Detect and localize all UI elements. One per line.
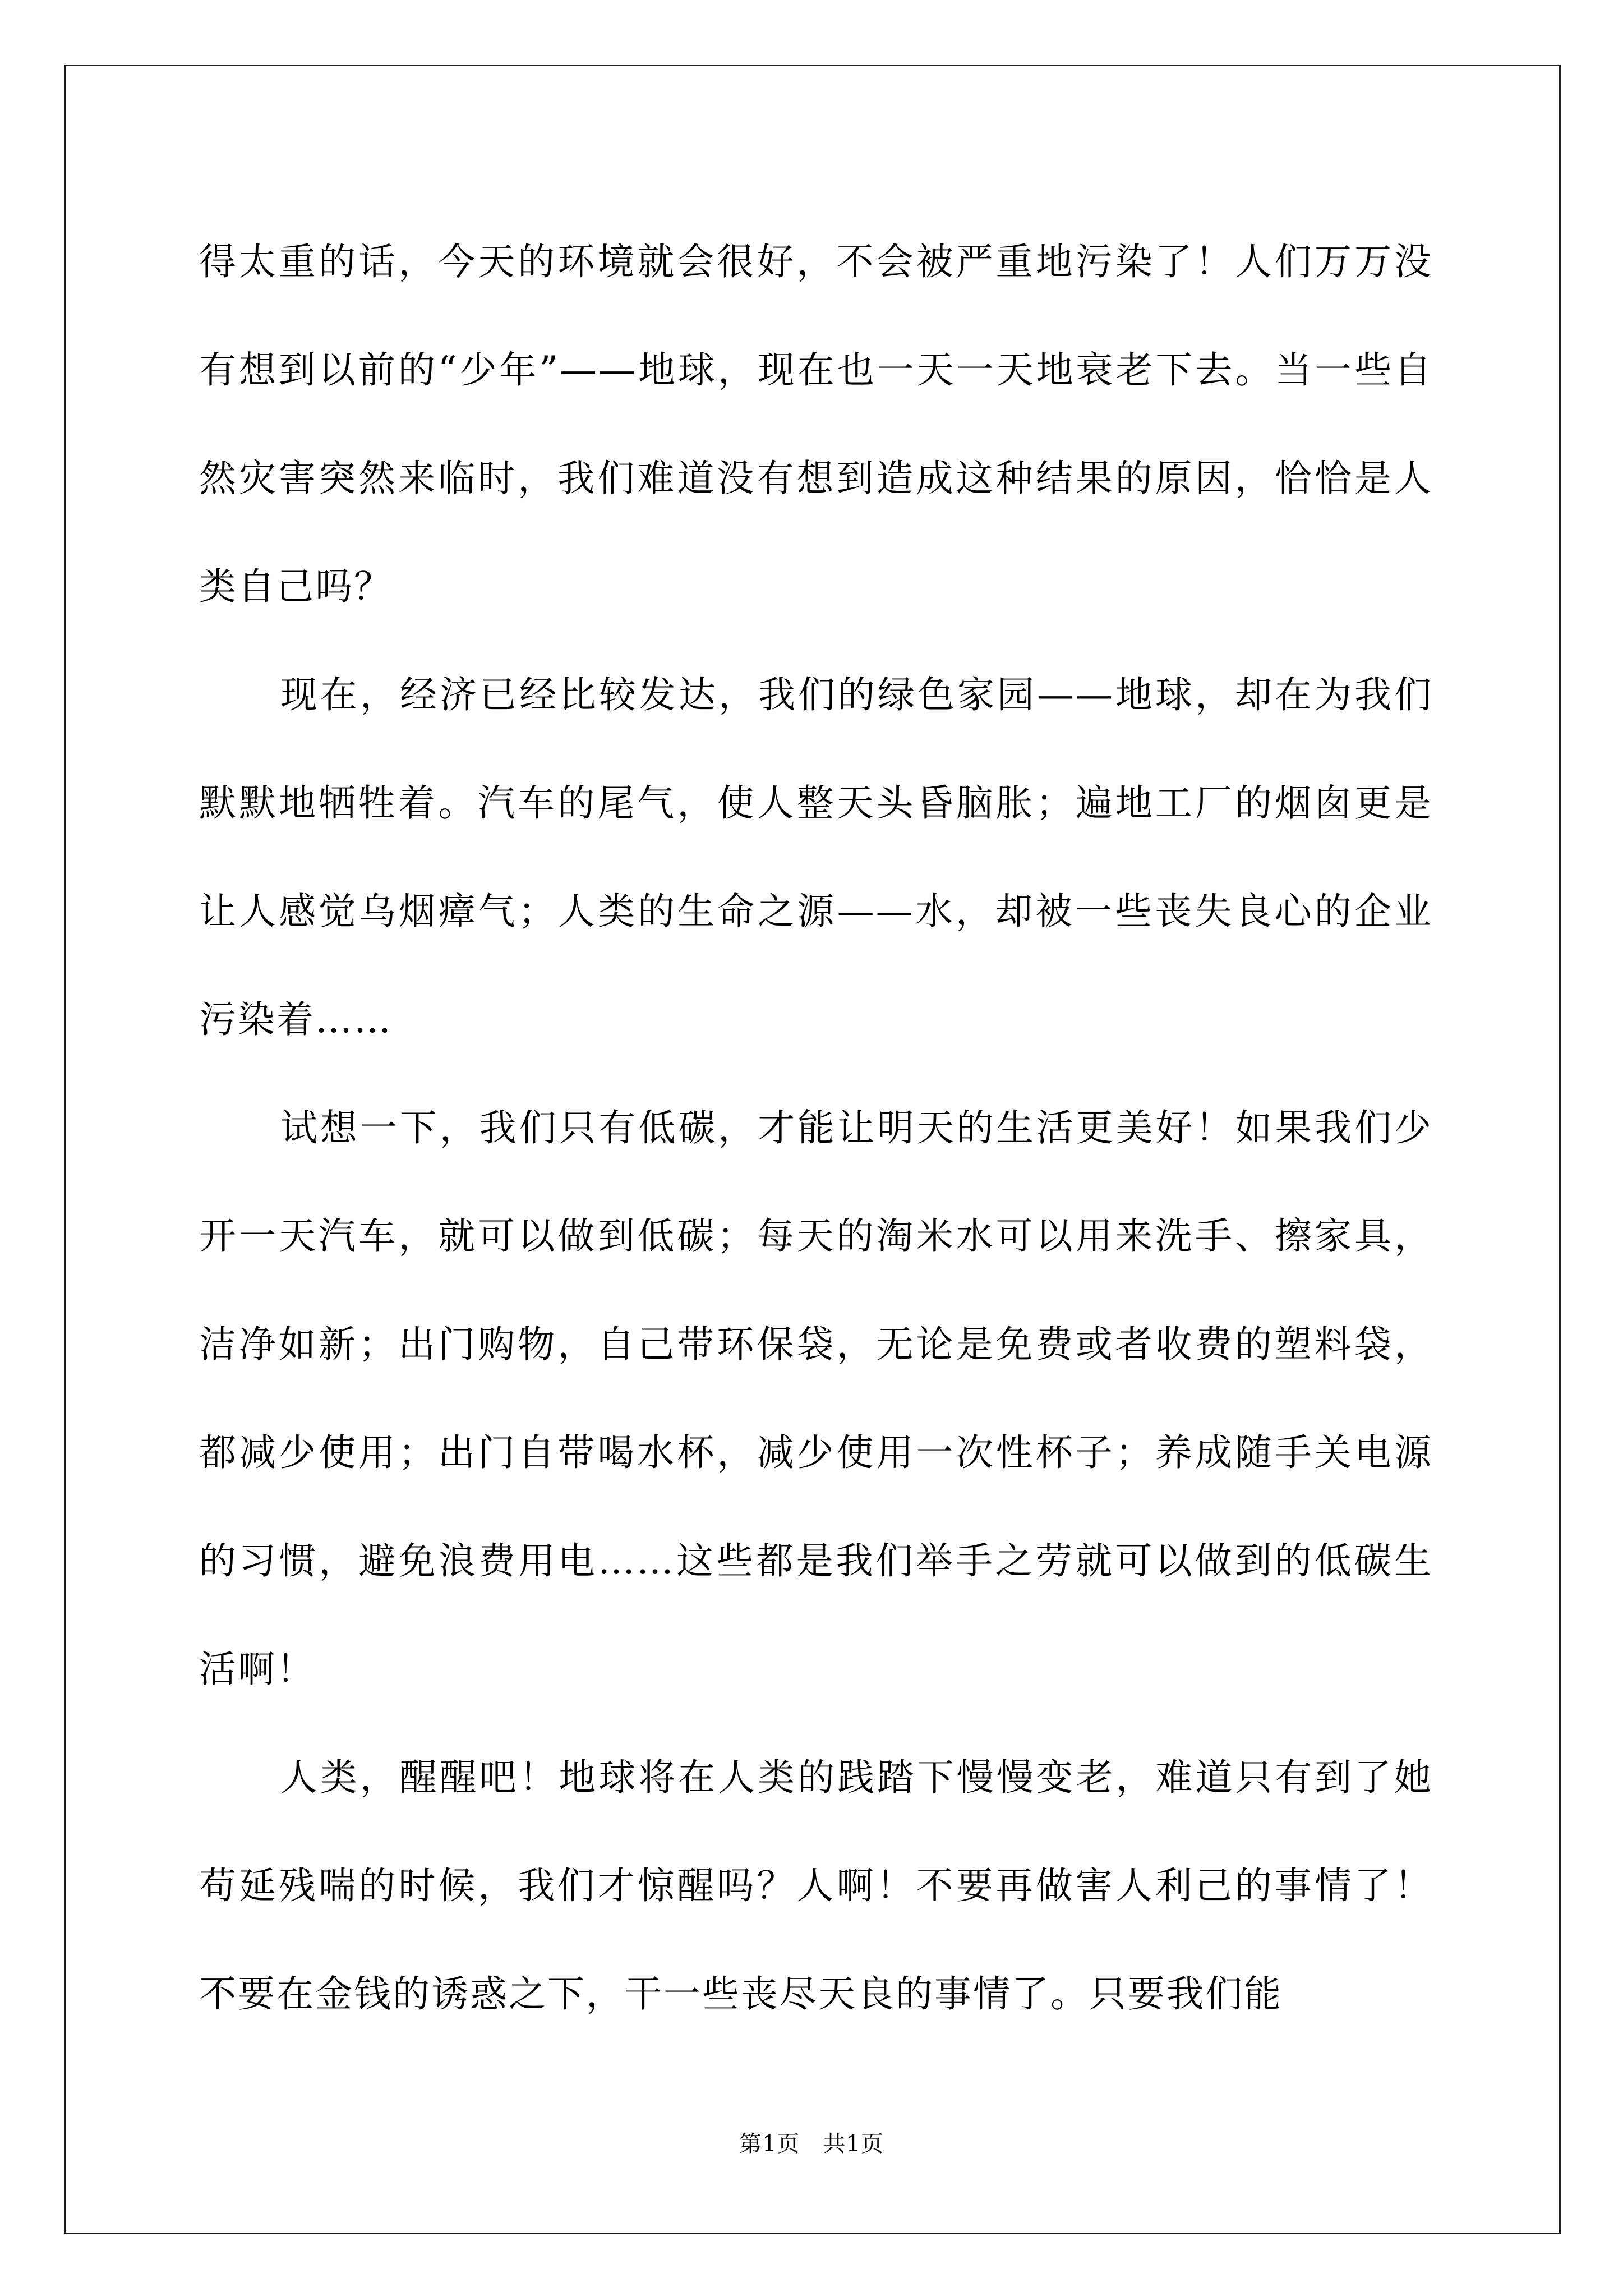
document-body xyxy=(199,208,1433,2048)
paragraph-continuation: 得太重的话，今天的环境就会很好，不会被严重地污染了！人们万万没有想到以前的“少年”——地球，现在也一天一天地衰老下去。当一些自然灾害突然来临时，我们难道没有想到造成这种结果的原因，恰恰是人类自己吗？ xyxy=(199,240,1433,608)
paragraph: 人类，醒醒吧！地球将在人类的践踏下慢慢变老，难道只有到了她苟延残喘的时候，我们才惊醒吗？人啊！不要再做害人利己的事情了！不要在金钱的诱惑之下，干一些丧尽天良的事情了。只要我们能 xyxy=(199,1756,1433,2016)
paragraph: 试想一下，我们只有低碳，才能让明天的生活更美好！如果我们少开一天汽车，就可以做到低碳；每天的淘米水可以用来洗手、擦家具，洁净如新；出门购物，自己带环保袋，无论是免费或者收费的塑料袋，都减少使用；出门自带喝水杯，减少使用一次性杯子；养成随手关电源的习惯，避免浪费用电……这些都是我们举手之劳就可以做到的低碳生活啊！ xyxy=(199,1106,1433,1691)
page-number-footer: 第1页 共1页 xyxy=(739,2131,884,2157)
paragraph: 现在，经济已经比较发达，我们的绿色家园——地球，却在为我们默默地牺牲着。汽车的尾气，使人整天头昏脑胀；遍地工厂的烟囱更是让人感觉乌烟瘴气；人类的生命之源——水，却被一些丧失良心的企业污染着…… xyxy=(199,673,1433,1041)
